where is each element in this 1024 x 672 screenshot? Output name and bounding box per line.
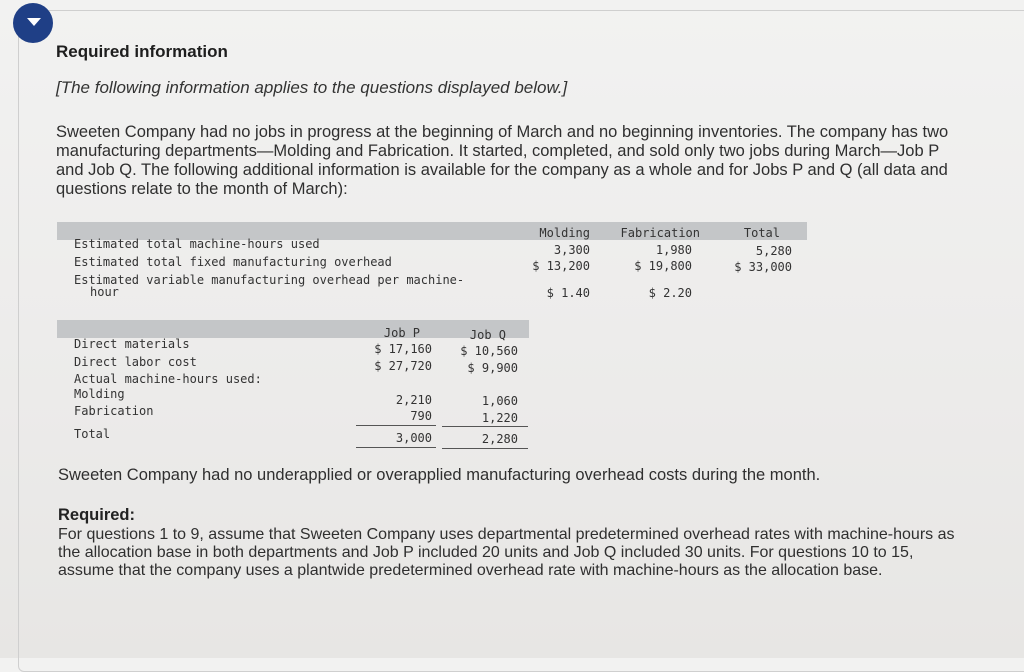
cell-job-q-total: 2,280	[481, 432, 518, 446]
cell-job-p-total: 3,000	[395, 431, 432, 445]
row-label-direct-labor: Direct labor cost	[74, 355, 197, 369]
required-text: For questions 1 to 9, assume that Sweeten Company uses departmental predetermined overhead rates with machine-hours as the allocation base in both departments and Job P included 20 units and Job Q included 30 units. For questions 10 to 15, assume that the company uses a plantwide predetermined overhead rate with machine-hours as the allocation base.	[58, 526, 955, 579]
column-header-total: Total	[743, 226, 780, 240]
subheading-note: [The following information applies to the questions displayed below.]	[56, 78, 568, 97]
row-label-machine-hours: Estimated total machine-hours used	[74, 237, 320, 251]
row-label-actual-machine-hours: Actual machine-hours used:	[74, 372, 262, 386]
cell-job-q-fabrication: 1,220	[481, 411, 518, 425]
collapse-chevron-icon[interactable]	[13, 3, 53, 43]
row-label-fixed-overhead: Estimated total fixed manufacturing overhead	[74, 255, 392, 269]
row-label-molding: Molding	[74, 387, 125, 401]
column-header-molding: Molding	[539, 226, 590, 240]
cell-job-p-fabrication: 790	[410, 409, 432, 423]
total-rule-job-p	[356, 447, 436, 448]
row-label-direct-materials: Direct materials	[74, 337, 190, 351]
cell-molding-fixed-overhead: $ 13,200	[532, 259, 590, 273]
cell-job-q-molding: 1,060	[481, 394, 518, 408]
total-rule-job-q	[442, 448, 528, 449]
cell-molding-machine-hours: 3,300	[553, 243, 590, 257]
cell-job-p-molding: 2,210	[395, 393, 432, 407]
column-header-job-q: Job Q	[469, 328, 506, 342]
cell-molding-variable-rate: $ 1.40	[546, 286, 590, 300]
intro-paragraph: Sweeten Company had no jobs in progress at the beginning of March and no beginning inventories. The company has two manufacturing departments—Molding and Fabrication. It started, completed, and sold only two jobs during March—Job P and Job Q. The following additional information is available for the company as a whole and for Jobs P and Q (all data and questions relate to the month of March):	[56, 123, 949, 198]
row-label-variable-overhead-cont: hour	[90, 285, 119, 299]
cell-job-q-direct-labor: $ 9,900	[467, 361, 518, 375]
overhead-note: Sweeten Company had no underapplied or overapplied manufacturing overhead costs during the month.	[58, 466, 821, 484]
cell-fabrication-fixed-overhead: $ 19,800	[634, 259, 692, 273]
cell-job-p-direct-materials: $ 17,160	[374, 342, 432, 356]
row-label-variable-overhead: Estimated variable manufacturing overhead per machine-	[74, 273, 465, 287]
required-information-heading: Required information	[56, 42, 228, 61]
subtotal-rule-job-q	[442, 426, 528, 427]
cell-fabrication-machine-hours: 1,980	[655, 243, 692, 257]
cell-fabrication-variable-rate: $ 2.20	[648, 286, 692, 300]
row-label-total: Total	[74, 427, 111, 441]
subtotal-rule-job-p	[356, 425, 436, 426]
column-header-fabrication: Fabrication	[620, 226, 700, 240]
required-title: Required:	[58, 506, 136, 524]
row-label-fabrication: Fabrication	[74, 404, 154, 418]
column-header-job-p: Job P	[383, 326, 420, 340]
cell-total-machine-hours: 5,280	[755, 244, 792, 258]
cell-job-q-direct-materials: $ 10,560	[460, 344, 518, 358]
cell-total-fixed-overhead: $ 33,000	[734, 260, 792, 274]
cell-job-p-direct-labor: $ 27,720	[374, 359, 432, 373]
